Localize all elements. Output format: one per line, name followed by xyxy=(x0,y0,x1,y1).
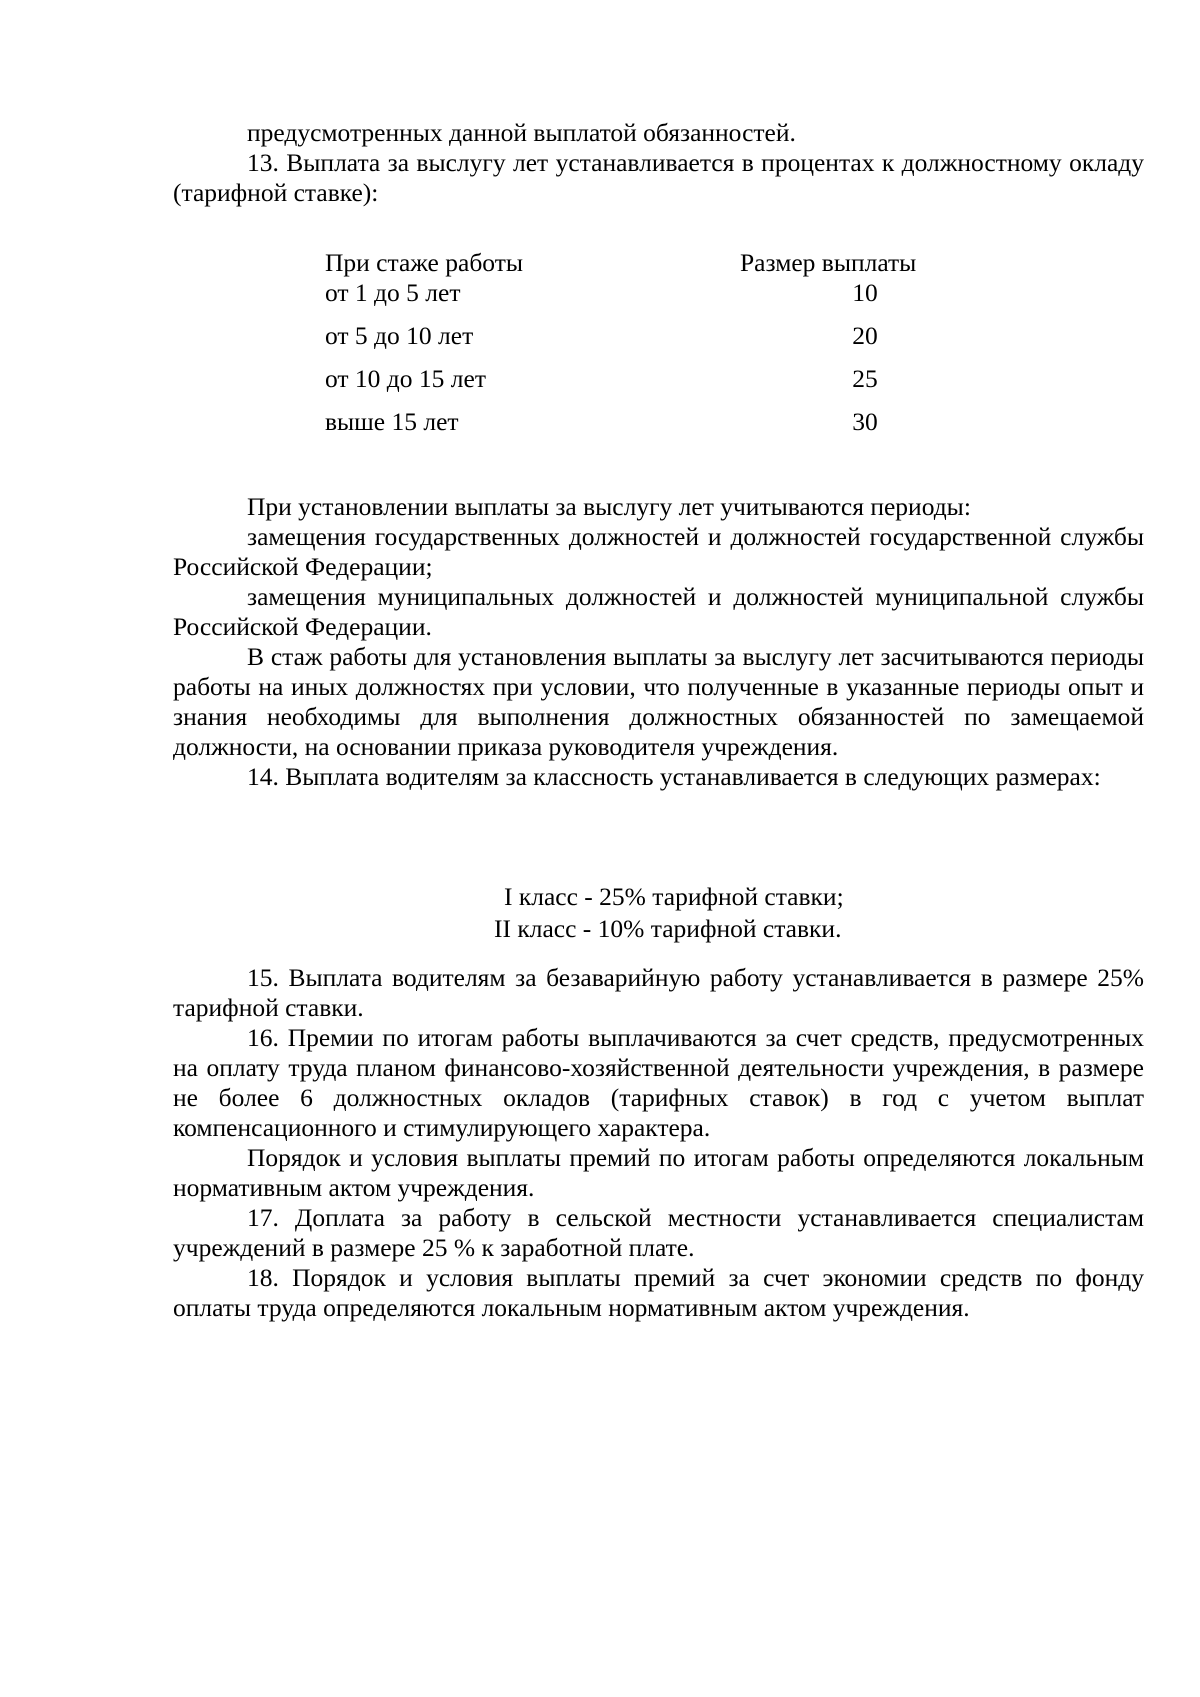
seniority-value: 30 xyxy=(852,407,878,436)
item-18: 18. Порядок и условия выплаты премий за счет экономии средств по фонду оплаты труда определяются локальным нормативным актом учреждения. xyxy=(173,1263,1144,1322)
seniority-value: 25 xyxy=(852,364,878,393)
items-block xyxy=(173,963,1144,1323)
periods-intro: При установлении выплаты за выслугу лет учитываются периоды: xyxy=(247,492,971,521)
seniority-value: 20 xyxy=(852,321,878,350)
seniority-period: от 1 до 5 лет xyxy=(325,278,461,307)
periods-other: В стаж работы для установления выплаты за выслугу лет засчитываются периоды работы на иных должностях при условии, что полученные в указанные периоды опыт и знания необходимы для выполнения должностных обязанностей по замещаемой должности, на основании приказа руководителя учреждения. xyxy=(173,642,1144,761)
seniority-value: 10 xyxy=(852,278,878,307)
seniority-period: выше 15 лет xyxy=(325,407,459,436)
periods-block xyxy=(173,492,1144,792)
seniority-period: от 10 до 15 лет xyxy=(325,364,486,393)
intro-block xyxy=(173,118,1144,208)
seniority-table xyxy=(325,248,945,437)
intro-line: предусмотренных данной выплатой обязанностей. xyxy=(247,118,796,147)
seniority-header xyxy=(325,248,945,278)
seniority-period: от 5 до 10 лет xyxy=(325,321,474,350)
item-17: 17. Доплата за работу в сельской местности устанавливается специалистам учреждений в размере 25 % к заработной плате. xyxy=(173,1203,1144,1262)
seniority-header-period: При стаже работы xyxy=(325,248,523,277)
item-16: 16. Премии по итогам работы выплачиваются за счет средств, предусмотренных на оплату труда планом финансово-хозяйственной деятельности учреждения, в размере не более 6 должностных окладов (тарифных ставок) в год с учетом выплат компенсационного и стимулирующего характера. xyxy=(173,1023,1144,1142)
bonus-order: Порядок и условия выплаты премий по итогам работы определяются локальным нормативным актом учреждения. xyxy=(173,1143,1144,1202)
item-15: 15. Выплата водителям за безаварийную работу устанавливается в размере 25% тарифной ставки. xyxy=(173,963,1144,1022)
driver-class-2: II класс - 10% тарифной ставки. xyxy=(494,914,842,943)
item-13: 13. Выплата за выслугу лет устанавливается в процентах к должностному окладу (тарифной ставке): xyxy=(173,148,1144,207)
seniority-header-value: Размер выплаты xyxy=(740,248,917,277)
driver-class-1: I класс - 25% тарифной ставки; xyxy=(504,882,844,911)
item-14: 14. Выплата водителям за классность устанавливается в следующих размерах: xyxy=(247,762,1101,791)
driver-class-list xyxy=(490,882,910,946)
seniority-row xyxy=(325,278,945,308)
periods-municipal: замещения муниципальных должностей и должностей муниципальной службы Российской Федерации. xyxy=(173,582,1144,641)
seniority-row xyxy=(325,407,945,437)
seniority-row xyxy=(325,364,945,394)
seniority-row xyxy=(325,321,945,351)
periods-state: замещения государственных должностей и должностей государственной службы Российской Федерации; xyxy=(173,522,1144,581)
